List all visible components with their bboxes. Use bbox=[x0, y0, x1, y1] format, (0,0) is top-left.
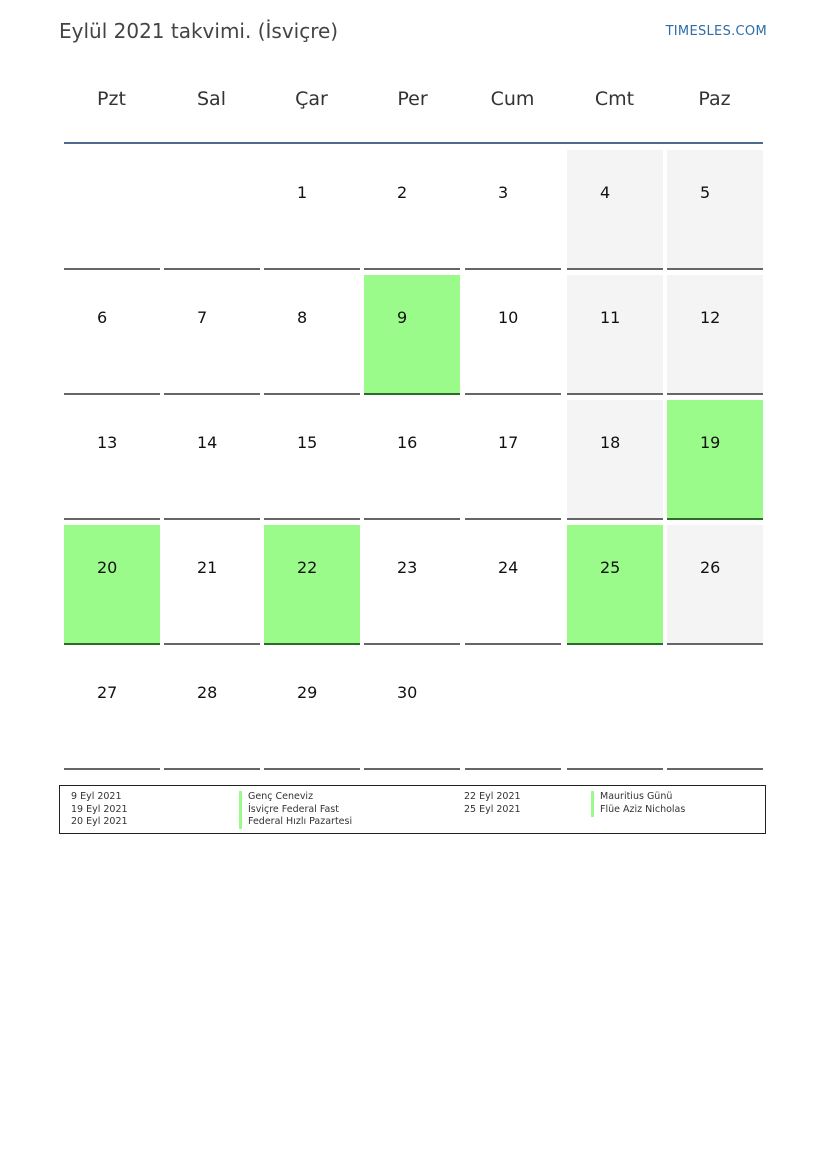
day-number: 8 bbox=[297, 308, 308, 327]
day-number: 9 bbox=[397, 308, 408, 327]
page-title: Eylül 2021 takvimi. (İsviçre) bbox=[59, 19, 339, 43]
day-cell[interactable] bbox=[164, 275, 260, 395]
day-cell[interactable] bbox=[264, 275, 360, 395]
day-number: 29 bbox=[297, 683, 318, 702]
empty-day-cell bbox=[567, 650, 663, 770]
day-cell[interactable] bbox=[264, 400, 360, 520]
day-number: 14 bbox=[197, 433, 218, 452]
weekday-label: Çar bbox=[295, 88, 328, 110]
day-cell[interactable] bbox=[465, 525, 561, 645]
day-cell[interactable] bbox=[364, 650, 460, 770]
day-cell[interactable] bbox=[64, 275, 160, 395]
day-cell[interactable] bbox=[567, 275, 663, 395]
day-number: 22 bbox=[297, 558, 318, 577]
legend-date: 25 Eyl 2021 bbox=[464, 804, 521, 815]
holiday-day-cell[interactable] bbox=[264, 525, 360, 645]
day-number: 15 bbox=[297, 433, 318, 452]
day-number: 7 bbox=[197, 308, 208, 327]
day-number: 2 bbox=[397, 183, 408, 202]
legend-date: 9 Eyl 2021 bbox=[71, 791, 122, 802]
day-number: 21 bbox=[197, 558, 218, 577]
day-number: 16 bbox=[397, 433, 418, 452]
day-number: 17 bbox=[498, 433, 519, 452]
day-number: 6 bbox=[97, 308, 108, 327]
day-number: 18 bbox=[600, 433, 621, 452]
day-number: 19 bbox=[700, 433, 721, 452]
day-cell[interactable] bbox=[64, 400, 160, 520]
weekday-label: Pzt bbox=[97, 88, 126, 110]
day-number: 25 bbox=[600, 558, 621, 577]
empty-day-cell bbox=[667, 650, 763, 770]
legend-date: 20 Eyl 2021 bbox=[71, 816, 128, 827]
legend-date: 19 Eyl 2021 bbox=[71, 804, 128, 815]
day-cell[interactable] bbox=[164, 650, 260, 770]
legend-date: 22 Eyl 2021 bbox=[464, 791, 521, 802]
day-cell[interactable] bbox=[465, 400, 561, 520]
day-number: 26 bbox=[700, 558, 721, 577]
day-cell[interactable] bbox=[264, 150, 360, 270]
day-cell[interactable] bbox=[567, 400, 663, 520]
day-cell[interactable] bbox=[64, 650, 160, 770]
day-number: 13 bbox=[97, 433, 118, 452]
legend-holiday-name: Federal Hızlı Pazartesi bbox=[239, 816, 352, 829]
empty-day-cell bbox=[64, 150, 160, 270]
day-number: 20 bbox=[97, 558, 118, 577]
day-number: 4 bbox=[600, 183, 611, 202]
day-cell[interactable] bbox=[364, 400, 460, 520]
day-cell[interactable] bbox=[164, 525, 260, 645]
weekday-label: Sal bbox=[197, 88, 226, 110]
day-cell[interactable] bbox=[567, 150, 663, 270]
legend-holiday-name: İsviçre Federal Fast bbox=[239, 804, 339, 817]
day-number: 10 bbox=[498, 308, 519, 327]
holiday-legend bbox=[59, 785, 766, 834]
day-number: 1 bbox=[297, 183, 308, 202]
holiday-day-cell[interactable] bbox=[667, 400, 763, 520]
day-number: 11 bbox=[600, 308, 621, 327]
weekday-label: Cum bbox=[490, 88, 535, 110]
holiday-day-cell[interactable] bbox=[64, 525, 160, 645]
legend-holiday-name: Flüe Aziz Nicholas bbox=[591, 804, 685, 817]
day-cell[interactable] bbox=[264, 650, 360, 770]
day-cell[interactable] bbox=[364, 525, 460, 645]
day-number: 5 bbox=[700, 183, 711, 202]
day-number: 28 bbox=[197, 683, 218, 702]
holiday-day-cell[interactable] bbox=[567, 525, 663, 645]
day-number: 27 bbox=[97, 683, 118, 702]
brand-link[interactable]: TIMESLES.COM bbox=[665, 24, 767, 39]
day-number: 23 bbox=[397, 558, 418, 577]
weekday-label: Cmt bbox=[594, 88, 635, 110]
day-cell[interactable] bbox=[164, 400, 260, 520]
weekday-label: Paz bbox=[698, 88, 731, 110]
empty-day-cell bbox=[465, 650, 561, 770]
legend-holiday-name: Mauritius Günü bbox=[591, 791, 672, 804]
day-cell[interactable] bbox=[364, 150, 460, 270]
legend-holiday-name: Genç Ceneviz bbox=[239, 791, 313, 804]
day-number: 12 bbox=[700, 308, 721, 327]
day-cell[interactable] bbox=[465, 275, 561, 395]
day-number: 24 bbox=[498, 558, 519, 577]
day-number: 30 bbox=[397, 683, 418, 702]
empty-day-cell bbox=[164, 150, 260, 270]
day-cell[interactable] bbox=[465, 150, 561, 270]
day-number: 3 bbox=[498, 183, 509, 202]
day-cell[interactable] bbox=[667, 275, 763, 395]
weekday-label: Per bbox=[397, 88, 428, 110]
day-cell[interactable] bbox=[667, 525, 763, 645]
day-cell[interactable] bbox=[667, 150, 763, 270]
holiday-day-cell[interactable] bbox=[364, 275, 460, 395]
